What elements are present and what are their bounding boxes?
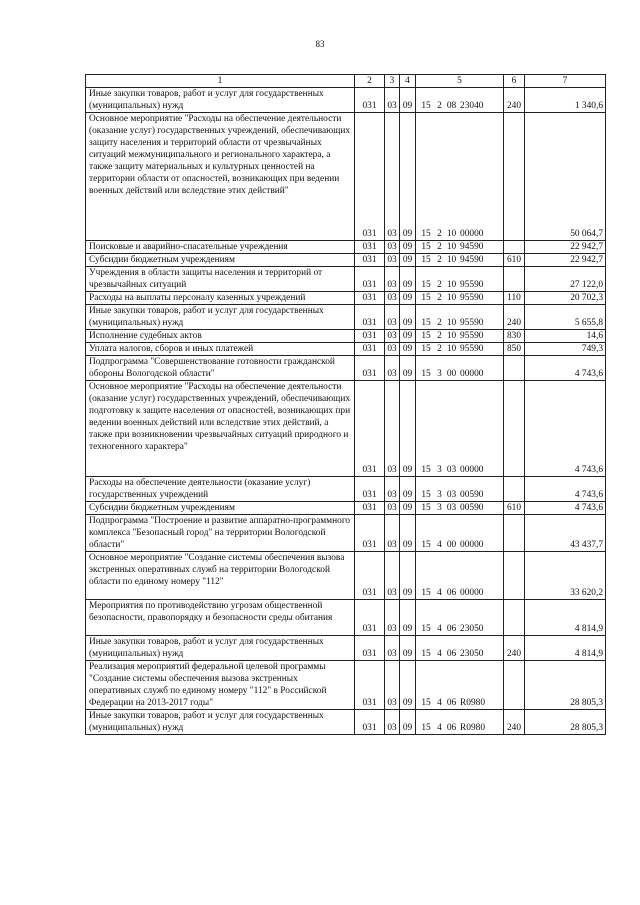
direction-code: 95590: [460, 344, 484, 354]
amount: 5 655,8: [525, 305, 606, 330]
target-article-code: [416, 88, 504, 113]
subsection-code: 09: [400, 330, 416, 343]
event-code: 06: [446, 723, 457, 733]
table-row: [86, 292, 606, 305]
subprogram-code: 4: [437, 588, 442, 598]
table-row: [86, 88, 606, 113]
admin-code: 031: [355, 343, 385, 356]
section-code: 03: [385, 636, 400, 661]
subsection-code: 09: [400, 552, 416, 600]
amount: 22 942,7: [525, 241, 606, 254]
expense-type-code: [504, 515, 525, 552]
expense-type-code: 850: [504, 343, 525, 356]
amount: 22 942,7: [525, 254, 606, 267]
row-name: Уплата налогов, сборов и иных платежей: [86, 343, 355, 356]
amount: 4 743,6: [525, 502, 606, 515]
subsection-code: 09: [400, 636, 416, 661]
event-code: 10: [446, 280, 457, 290]
program-code: 15: [421, 255, 431, 265]
target-article-code: [416, 600, 504, 636]
section-code: 03: [385, 502, 400, 515]
row-name: Мероприятия по противодействию угрозам общественной безопасности, правопорядку и безопасности среды обитания: [86, 600, 355, 636]
expense-type-code: [504, 600, 525, 636]
expense-type-code: [504, 267, 525, 292]
target-article-code: [416, 661, 504, 710]
admin-code: 031: [355, 356, 385, 381]
row-name: Расходы на выплаты персоналу казенных учреждений: [86, 292, 355, 305]
expense-type-code: 110: [504, 292, 525, 305]
table-row: [86, 477, 606, 502]
admin-code: 031: [355, 636, 385, 661]
target-article-code: [416, 254, 504, 267]
expense-type-code: [504, 381, 525, 477]
event-code: 10: [446, 318, 457, 328]
admin-code: 031: [355, 381, 385, 477]
direction-code: 95590: [460, 318, 484, 328]
admin-code: 031: [355, 661, 385, 710]
program-code: 15: [421, 318, 431, 328]
event-code: 03: [446, 465, 457, 475]
amount: 4 743,6: [525, 381, 606, 477]
subsection-code: 09: [400, 515, 416, 552]
row-name: Субсидии бюджетным учреждениям: [86, 254, 355, 267]
subprogram-code: 4: [437, 649, 442, 659]
subprogram-code: 2: [437, 255, 442, 265]
event-code: 00: [446, 540, 457, 550]
table-row: [86, 381, 606, 477]
expense-type-code: 610: [504, 502, 525, 515]
row-name: Основное мероприятие "Расходы на обеспечение деятельности (оказание услуг) государственных учреждений, обеспечивающих защиту населения и территорий области от чрезвычайных ситуаций межмуниципального и регионального характера, а также защиту материальных и культурных ценностей на территории области от опасностей, возникающих при ведении военных действий или вследствие этих действий": [86, 113, 355, 241]
direction-code: 00000: [460, 229, 484, 239]
section-code: 03: [385, 477, 400, 502]
program-code: 15: [421, 465, 431, 475]
subsection-code: 09: [400, 477, 416, 502]
target-article-code: [416, 305, 504, 330]
amount: 27 122,0: [525, 267, 606, 292]
target-article-code: [416, 381, 504, 477]
subprogram-code: 2: [437, 280, 442, 290]
section-code: 03: [385, 241, 400, 254]
table-row: [86, 254, 606, 267]
subprogram-code: 4: [437, 624, 442, 634]
expense-type-code: 240: [504, 710, 525, 735]
event-code: 10: [446, 293, 457, 303]
program-code: 15: [421, 293, 431, 303]
table-row: [86, 305, 606, 330]
subsection-code: 09: [400, 254, 416, 267]
expense-type-code: [504, 661, 525, 710]
event-code: 03: [446, 503, 457, 513]
subprogram-code: 3: [437, 465, 442, 475]
admin-code: 031: [355, 305, 385, 330]
subsection-code: 09: [400, 600, 416, 636]
target-article-code: [416, 710, 504, 735]
direction-code: 00590: [460, 503, 484, 513]
subprogram-code: 2: [437, 318, 442, 328]
admin-code: 031: [355, 254, 385, 267]
row-name: Поисковые и аварийно-спасательные учреждения: [86, 241, 355, 254]
target-article-code: [416, 356, 504, 381]
target-article-code: [416, 292, 504, 305]
subprogram-code: 3: [437, 490, 442, 500]
section-code: 03: [385, 267, 400, 292]
section-code: 03: [385, 356, 400, 381]
header-cell-1: 1: [86, 75, 355, 88]
program-code: 15: [421, 698, 431, 708]
subsection-code: 09: [400, 661, 416, 710]
event-code: 10: [446, 344, 457, 354]
subprogram-code: 2: [437, 331, 442, 341]
target-article-code: [416, 241, 504, 254]
program-code: 15: [421, 723, 431, 733]
expense-type-code: [504, 113, 525, 241]
row-name: Иные закупки товаров, работ и услуг для государственных (муниципальных) нужд: [86, 305, 355, 330]
table-header-row: [86, 75, 606, 88]
program-code: 15: [421, 331, 431, 341]
subprogram-code: 4: [437, 698, 442, 708]
table-row: [86, 502, 606, 515]
direction-code: 00000: [460, 540, 484, 550]
page-number: 83: [315, 39, 325, 49]
table-row: [86, 343, 606, 356]
target-article-code: [416, 636, 504, 661]
section-code: 03: [385, 661, 400, 710]
subprogram-code: 2: [437, 344, 442, 354]
direction-code: 23040: [460, 101, 484, 111]
row-name: Учреждения в области защиты населения и территорий от чрезвычайных ситуаций: [86, 267, 355, 292]
section-code: 03: [385, 343, 400, 356]
row-name: Реализация мероприятий федеральной целевой программы "Создание системы обеспечения вызова экстренных оперативных служб по единому номеру "112" в Российской Федерации на 2013-2017 годы": [86, 661, 355, 710]
event-code: 10: [446, 242, 457, 252]
subprogram-code: 2: [437, 229, 442, 239]
row-name: Иные закупки товаров, работ и услуг для государственных (муниципальных) нужд: [86, 636, 355, 661]
section-code: 03: [385, 552, 400, 600]
expense-type-code: [504, 552, 525, 600]
subsection-code: 09: [400, 502, 416, 515]
admin-code: 031: [355, 710, 385, 735]
subprogram-code: 3: [437, 503, 442, 513]
table-row: [86, 636, 606, 661]
row-name: Подпрограмма "Построение и развитие аппаратно-программного комплекса "Безопасный город" на территории Вологодской области": [86, 515, 355, 552]
table-row: [86, 710, 606, 735]
amount: 749,3: [525, 343, 606, 356]
amount: 28 805,3: [525, 661, 606, 710]
admin-code: 031: [355, 292, 385, 305]
table-row: [86, 661, 606, 710]
subsection-code: 09: [400, 267, 416, 292]
section-code: 03: [385, 113, 400, 241]
subsection-code: 09: [400, 356, 416, 381]
program-code: 15: [421, 624, 431, 634]
section-code: 03: [385, 292, 400, 305]
amount: 1 340,6: [525, 88, 606, 113]
amount: 50 064,7: [525, 113, 606, 241]
admin-code: 031: [355, 241, 385, 254]
direction-code: 95590: [460, 331, 484, 341]
direction-code: 00000: [460, 465, 484, 475]
admin-code: 031: [355, 330, 385, 343]
amount: 43 437,7: [525, 515, 606, 552]
subsection-code: 09: [400, 381, 416, 477]
expense-type-code: 240: [504, 305, 525, 330]
direction-code: 00590: [460, 490, 484, 500]
table-row: [86, 552, 606, 600]
event-code: 10: [446, 331, 457, 341]
expense-type-code: 240: [504, 636, 525, 661]
header-cell-7: 7: [525, 75, 606, 88]
direction-code: 23050: [460, 624, 484, 634]
program-code: 15: [421, 344, 431, 354]
subprogram-code: 2: [437, 242, 442, 252]
program-code: 15: [421, 242, 431, 252]
expense-type-code: [504, 477, 525, 502]
amount: 33 620,2: [525, 552, 606, 600]
row-name: Подпрограмма "Совершенствование готовности гражданской обороны Вологодской области": [86, 356, 355, 381]
target-article-code: [416, 515, 504, 552]
subprogram-code: 4: [437, 540, 442, 550]
section-code: 03: [385, 305, 400, 330]
direction-code: 00000: [460, 369, 484, 379]
amount: 4 814,9: [525, 636, 606, 661]
section-code: 03: [385, 381, 400, 477]
event-code: 06: [446, 624, 457, 634]
row-name: Основное мероприятие "Расходы на обеспечение деятельности (оказание услуг) государственных учреждений, обеспечивающих подготовку к защите населения от опасностей, возникающих при ведении военных действий или вследствие этих действий, а также при возникновении чрезвычайных ситуаций природного и техногенного характера": [86, 381, 355, 477]
header-cell-6: 6: [504, 75, 525, 88]
direction-code: 00000: [460, 588, 484, 598]
direction-code: 23050: [460, 649, 484, 659]
section-code: 03: [385, 330, 400, 343]
event-code: 06: [446, 588, 457, 598]
program-code: 15: [421, 588, 431, 598]
event-code: 03: [446, 490, 457, 500]
subsection-code: 09: [400, 88, 416, 113]
header-cell-5: 5: [416, 75, 504, 88]
amount: 4 743,6: [525, 477, 606, 502]
subprogram-code: 2: [437, 101, 442, 111]
program-code: 15: [421, 229, 431, 239]
admin-code: 031: [355, 515, 385, 552]
row-name: Исполнение судебных актов: [86, 330, 355, 343]
table-row: [86, 330, 606, 343]
row-name: Расходы на обеспечение деятельности (оказание услуг) государственных учреждений: [86, 477, 355, 502]
amount: 14,6: [525, 330, 606, 343]
amount: 4 814,9: [525, 600, 606, 636]
expense-type-code: [504, 241, 525, 254]
table-row: [86, 515, 606, 552]
table-row: [86, 267, 606, 292]
subsection-code: 09: [400, 113, 416, 241]
row-name: Субсидии бюджетным учреждениям: [86, 502, 355, 515]
expense-type-code: 830: [504, 330, 525, 343]
subsection-code: 09: [400, 710, 416, 735]
program-code: 15: [421, 649, 431, 659]
expense-type-code: 610: [504, 254, 525, 267]
table-row: [86, 241, 606, 254]
program-code: 15: [421, 280, 431, 290]
header-cell-4: 4: [400, 75, 416, 88]
admin-code: 031: [355, 502, 385, 515]
amount: 28 805,3: [525, 710, 606, 735]
direction-code: 95590: [460, 280, 484, 290]
event-code: 06: [446, 649, 457, 659]
section-code: 03: [385, 600, 400, 636]
expense-type-code: [504, 356, 525, 381]
subsection-code: 09: [400, 343, 416, 356]
target-article-code: [416, 477, 504, 502]
event-code: 08: [446, 101, 457, 111]
program-code: 15: [421, 503, 431, 513]
admin-code: 031: [355, 600, 385, 636]
header-cell-3: 3: [385, 75, 400, 88]
event-code: 06: [446, 698, 457, 708]
section-code: 03: [385, 710, 400, 735]
target-article-code: [416, 113, 504, 241]
event-code: 00: [446, 369, 457, 379]
section-code: 03: [385, 515, 400, 552]
event-code: 10: [446, 229, 457, 239]
admin-code: 031: [355, 477, 385, 502]
admin-code: 031: [355, 267, 385, 292]
table-row: [86, 356, 606, 381]
section-code: 03: [385, 88, 400, 113]
amount: 20 702,3: [525, 292, 606, 305]
amount: 4 743,6: [525, 356, 606, 381]
header-cell-2: 2: [355, 75, 385, 88]
program-code: 15: [421, 490, 431, 500]
subprogram-code: 3: [437, 369, 442, 379]
row-name: Иные закупки товаров, работ и услуг для государственных (муниципальных) нужд: [86, 710, 355, 735]
direction-code: R0980: [460, 698, 486, 708]
row-name: Иные закупки товаров, работ и услуг для государственных (муниципальных) нужд: [86, 88, 355, 113]
section-code: 03: [385, 254, 400, 267]
direction-code: 94590: [460, 255, 484, 265]
program-code: 15: [421, 540, 431, 550]
event-code: 10: [446, 255, 457, 265]
table-row: [86, 600, 606, 636]
program-code: 15: [421, 101, 431, 111]
admin-code: 031: [355, 552, 385, 600]
target-article-code: [416, 552, 504, 600]
direction-code: 94590: [460, 242, 484, 252]
admin-code: 031: [355, 113, 385, 241]
direction-code: 95590: [460, 293, 484, 303]
subsection-code: 09: [400, 241, 416, 254]
target-article-code: [416, 330, 504, 343]
budget-table: [85, 74, 606, 735]
target-article-code: [416, 502, 504, 515]
subprogram-code: 2: [437, 293, 442, 303]
program-code: 15: [421, 369, 431, 379]
subsection-code: 09: [400, 305, 416, 330]
admin-code: 031: [355, 88, 385, 113]
expense-type-code: 240: [504, 88, 525, 113]
subsection-code: 09: [400, 292, 416, 305]
target-article-code: [416, 267, 504, 292]
subprogram-code: 4: [437, 723, 442, 733]
direction-code: R0980: [460, 723, 486, 733]
row-name: Основное мероприятие "Создание системы обеспечения вызова экстренных оперативных служб на территории Вологодской области по единому номеру "112": [86, 552, 355, 600]
table-row: [86, 113, 606, 241]
target-article-code: [416, 343, 504, 356]
